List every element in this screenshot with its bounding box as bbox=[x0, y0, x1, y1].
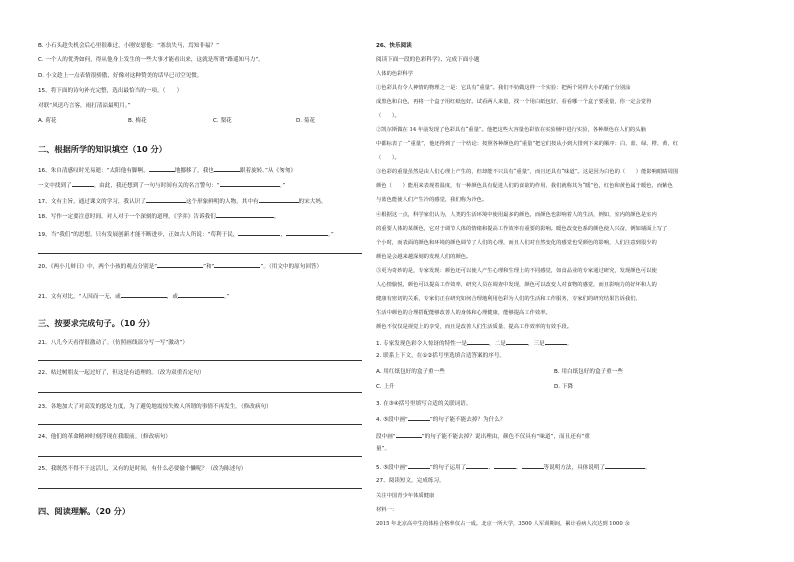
question-26-title: 26、快乐阅读 bbox=[376, 43, 412, 49]
q16-part-d: 一文中找到了 bbox=[38, 183, 72, 189]
q17-part-c: 的宋大妈。 bbox=[298, 199, 327, 205]
blank[interactable] bbox=[146, 197, 186, 203]
q5-part-b: ”的句子运用了 bbox=[429, 465, 467, 471]
q19-part-c: 。” bbox=[328, 232, 334, 238]
question-26-3: 3. 在③④括号里填写合适的关联词语。 bbox=[376, 401, 472, 407]
blank[interactable] bbox=[214, 262, 260, 268]
question-15-couplet: 对联“风送巧言客，雨打清凉最明月。” bbox=[38, 103, 131, 109]
blank[interactable] bbox=[121, 292, 167, 298]
q20-part-a: 20、《两小儿辩日》中，两个小孩的观点分别是“ bbox=[38, 264, 158, 270]
q2-option-c: C. 上升 bbox=[376, 384, 395, 390]
question-26-4-line1 bbox=[376, 415, 505, 424]
q2-option-a: A. 用红纸包好的盒子重一些 bbox=[376, 369, 445, 375]
answer-line[interactable] bbox=[38, 488, 362, 489]
question-26-4-line2 bbox=[376, 432, 590, 441]
section-3-heading: 三、按要求完成句子。（10 分） bbox=[38, 318, 155, 328]
paragraph-2-line2: 中都标表了一“重量”，他还得到了一个结论：按照各种颜色的“重量”把它们按从小到大排列下来的顺序：白、蓝、绿、橙、黄、红 bbox=[376, 141, 679, 147]
question-19 bbox=[38, 230, 334, 239]
q18-part-a: 18、写作一定要注意时间、对人对于一个深刻的道理，《学弈》告诉我们 bbox=[38, 214, 216, 220]
question-26-instruction: 阅读下面一段的色彩科学》，完成下面小题 bbox=[376, 57, 480, 63]
question-20 bbox=[38, 262, 322, 271]
passage-title: 人体的色彩科学 bbox=[376, 71, 414, 77]
question-26-5 bbox=[376, 463, 651, 472]
blank[interactable] bbox=[178, 292, 224, 298]
question-26-2: 2. 联系上下文，在①②括号里选填合适答案的序号。 bbox=[376, 353, 506, 359]
option-b-text: B. 小石头趁失机会后心里很难过，小刚安慰他：“塞翁失马，焉知非福？” bbox=[38, 43, 220, 49]
paragraph-5-line4: 生活中颜色的合理搭配能够改善人的身体和心理健康，能够提高工作效率。 bbox=[376, 310, 551, 316]
paragraph-4-line4: 颜色是会越来越深刻的发现人们的颜色。 bbox=[376, 254, 472, 260]
q2-option-b: B. 用白纸包好的盒子重一些 bbox=[554, 369, 623, 375]
section-4-heading: 四、阅读理解。（20 分） bbox=[38, 506, 131, 516]
sentence-25: 25、我既然不得不干这活儿，又有的是时间，有什么必要偷个懒呢？（改为陈述句） bbox=[38, 466, 247, 472]
question-27: 27、阅读短文，完成练习。 bbox=[376, 478, 445, 484]
q19-part-a: 19、当“我们”的思想，只有发展创新才能不断进步，正如古人所说：“苟利于民， bbox=[38, 232, 239, 238]
blank[interactable] bbox=[220, 181, 280, 187]
sentence-23: 23、各地加大了对高发的惩处力度，为了避免地震惊失败人所谓的事情不再发生。（修改病句） bbox=[38, 404, 272, 410]
answer-line[interactable] bbox=[38, 424, 362, 425]
question-26-4-line3: 量”。 bbox=[376, 446, 391, 452]
question-16-line1 bbox=[38, 166, 296, 175]
blank[interactable] bbox=[259, 197, 299, 203]
blank[interactable] bbox=[467, 339, 489, 345]
paragraph-1-line3: （ ）。 bbox=[376, 113, 400, 119]
blank[interactable] bbox=[157, 262, 203, 268]
blank[interactable] bbox=[522, 463, 544, 469]
paragraph-5-line2: 人心情愉悦，颜色可以提高工作效率，研究人员在调查中发现，颜色可以改变人对食物的感觉，而且影响力的好坏和人的 bbox=[376, 282, 657, 288]
q4-part-a: 4. ⑤段中画“ bbox=[376, 417, 408, 423]
blank[interactable] bbox=[506, 339, 528, 345]
sentence-24: 24、他们的革命精神时刻浮现在我眼前。（修改病句） bbox=[38, 434, 171, 440]
q1-part-a: 1. 专家发现色彩令人惊讶的特性一是 bbox=[376, 341, 468, 347]
paragraph-3-line2: 颜色（ ）能用来表现着温度，有一种颜色具有促进人们的食欲的作用，我们就称其为“暖”色，红色和黄色属于暖色，而紫色 bbox=[376, 183, 673, 189]
question-26-1 bbox=[376, 339, 572, 348]
blank[interactable] bbox=[214, 166, 240, 172]
paragraph-2-line1: ②凯尔斯做在 14 年前发现了色彩具有“重量”。他把这些大容量色彩放在实验桶中进行实验，各种颜色在人们的头脑 bbox=[376, 127, 646, 133]
material-1-label: 材料一： bbox=[376, 507, 398, 513]
q2-option-d: D. 下降 bbox=[554, 384, 574, 390]
blank[interactable] bbox=[408, 415, 430, 421]
question-21-fill bbox=[38, 292, 230, 301]
paragraph-3-line1: ③色彩的重量虽然是由人们心理上产生的，但却能不只具有“重量”，而且还具有“味道”。这是因为白色的（ ）能影响眼睛周围 bbox=[376, 169, 679, 175]
q20-part-b: ”和“ bbox=[203, 264, 215, 270]
q15-option-c: C. 梨花 bbox=[213, 118, 232, 124]
q19-part-b: ， bbox=[280, 232, 287, 238]
blank[interactable] bbox=[466, 463, 488, 469]
blank[interactable] bbox=[494, 463, 516, 469]
option-d-text: D. 小文趁上一点表情很骄傲，好像对这种赞美的话早已司空见惯。 bbox=[38, 73, 203, 79]
question-18 bbox=[38, 212, 279, 221]
question-17 bbox=[38, 197, 327, 206]
q21-part-b: ，或 bbox=[166, 294, 178, 300]
q4-part-c: 段中画“ bbox=[376, 434, 396, 440]
q15-option-b: B. 梅花 bbox=[128, 118, 147, 124]
sentence-21: 21、八儿今天看得很激动了。（仿照画线部分写一写“激动”） bbox=[38, 340, 188, 346]
q5-part-e: 等说明方法，具体说明了 bbox=[543, 465, 606, 471]
paragraph-4-line3: 个小时，而表面的颜色和环境的颜色调节了人们的心理，而且人们对自然变化的感觉也受颜色的影响，人们注意到很少的 bbox=[376, 240, 657, 246]
blank[interactable] bbox=[149, 166, 175, 172]
sentence-22: 22、枯过树朋友一起过好了，但这是有道理的。（改为双重否定句） bbox=[38, 370, 205, 376]
q5-part-a: 5. ⑤段中画“ bbox=[376, 465, 408, 471]
q16-part-b: 地挪移了，我也 bbox=[174, 168, 214, 174]
passage-27-title: 关注中国青少年体质健康 bbox=[376, 493, 435, 499]
paragraph-2-line3: （ ）。 bbox=[376, 155, 400, 161]
q17-part-b: 这个形象鲜明的人物，其中有 bbox=[185, 199, 259, 205]
section-2-heading: 二、根据所学的知识填空（10 分） bbox=[38, 144, 167, 154]
q21-part-c: 。” bbox=[223, 294, 230, 300]
option-c-text: C. 一个人的优秀如何，得从他身上发生的一些大事才能看出来，这就是所谓“路遥知马力”。 bbox=[38, 57, 264, 63]
paragraph-5-line1: ⑤更为奇妙的是，专家发现：颜色还可以使人产生心理和生理上的不同感觉，如食品业的专家通过研究，发现颜色可以使 bbox=[376, 268, 657, 274]
q1-part-b: ，二是 bbox=[489, 341, 506, 347]
q15-option-a: A. 荷花 bbox=[38, 118, 57, 124]
q16-part-c: 跟着旋转。”从《匆匆》 bbox=[239, 168, 296, 174]
blank[interactable] bbox=[396, 432, 422, 438]
q5-part-d: 、 bbox=[515, 465, 522, 471]
blank[interactable] bbox=[545, 339, 567, 345]
blank[interactable] bbox=[286, 230, 328, 236]
paragraph-5-line5: 颜色不仅仅是视觉上的享受，而且是改善人们生活质量、提高工作效率的有效手段。 bbox=[376, 324, 572, 330]
blank[interactable] bbox=[216, 212, 274, 218]
q16-part-e: 。由此，我还想到了一句与时间有关的名言警句：“ bbox=[93, 183, 220, 189]
answer-line[interactable] bbox=[38, 360, 362, 361]
q17-part-a: 17、文有主旨，通过课文的学习，我认识了 bbox=[38, 199, 146, 205]
q21-part-a: 21、文有对比，“人因而一无，或 bbox=[38, 294, 121, 300]
q4-part-d: ”的句子能不能去掉？说出理由，颜色不仅具有“味道”，而且还有“重 bbox=[421, 434, 590, 440]
blank[interactable] bbox=[408, 463, 430, 469]
q1-part-d: 。 bbox=[566, 341, 573, 347]
blank[interactable] bbox=[72, 181, 94, 187]
material-1-line1: 2015 年北京高中生的体检合格率仅占一成。北京一所大学，3500 人军训期间，累计看病人次达到 1000 余 bbox=[376, 521, 630, 527]
q20-part-c: ”。（用文中的原句回答） bbox=[260, 264, 323, 270]
question-15: 15、将下面的诗句补充完整，选出最恰当的一项。（ ） bbox=[38, 88, 183, 94]
q5-part-c: 、 bbox=[488, 465, 494, 471]
paragraph-1-line1: ①色彩具有令人神情的物理之一是：它具有“重量”。我们不妨做这样一个实验：把两个同样大小的箱子分别涂 bbox=[376, 85, 631, 91]
q16-part-f: 。” bbox=[279, 183, 286, 189]
q1-part-c: ，三是 bbox=[527, 341, 545, 347]
q18-part-b: 。 bbox=[273, 214, 280, 220]
answer-line[interactable] bbox=[38, 392, 362, 393]
paragraph-5-line3: 健康有密切的关系，专家们正在研究如何合理地利用色彩为人们的生活和工作服务，专家们的研究结果告诉我们， bbox=[376, 296, 641, 302]
question-16-line2 bbox=[38, 181, 285, 190]
answer-line[interactable] bbox=[38, 253, 362, 254]
paragraph-4-line2: 的重要人体的某颜色，它对于调节人体的情绪和提高工作效率有重要的影响。暖色改变色系的颜色使人兴奋，例如墙面上写了 bbox=[376, 226, 668, 232]
answer-line[interactable] bbox=[38, 456, 362, 457]
blank[interactable] bbox=[605, 463, 645, 469]
q4-part-b: ”的句子能不能去掉？为什么？ bbox=[429, 417, 506, 423]
q15-option-d: D. 菊花 bbox=[296, 118, 316, 124]
paragraph-1-line2: 成黑色和白色，再将一个盒子用红纸包好。试看两人来量，找一个用白纸包好，看看哪一个盒子要重量，你一定会觉得 bbox=[376, 99, 652, 105]
q5-part-f: 。 bbox=[645, 465, 651, 471]
paragraph-3-line3: 与蓝色能使人们产生冷的感觉，我们称为冷色。 bbox=[376, 197, 488, 203]
paragraph-4-line1: ④根据这一点，科学家们认为，人类的生活环境中使用最多的颜色，而颜色也影响着人的生活，例如，室内的颜色是室内 bbox=[376, 212, 657, 218]
q16-part-a: 16、朱自清感叹时光易逝：“太阳他有脚啊， bbox=[38, 168, 149, 174]
blank[interactable] bbox=[238, 230, 280, 236]
